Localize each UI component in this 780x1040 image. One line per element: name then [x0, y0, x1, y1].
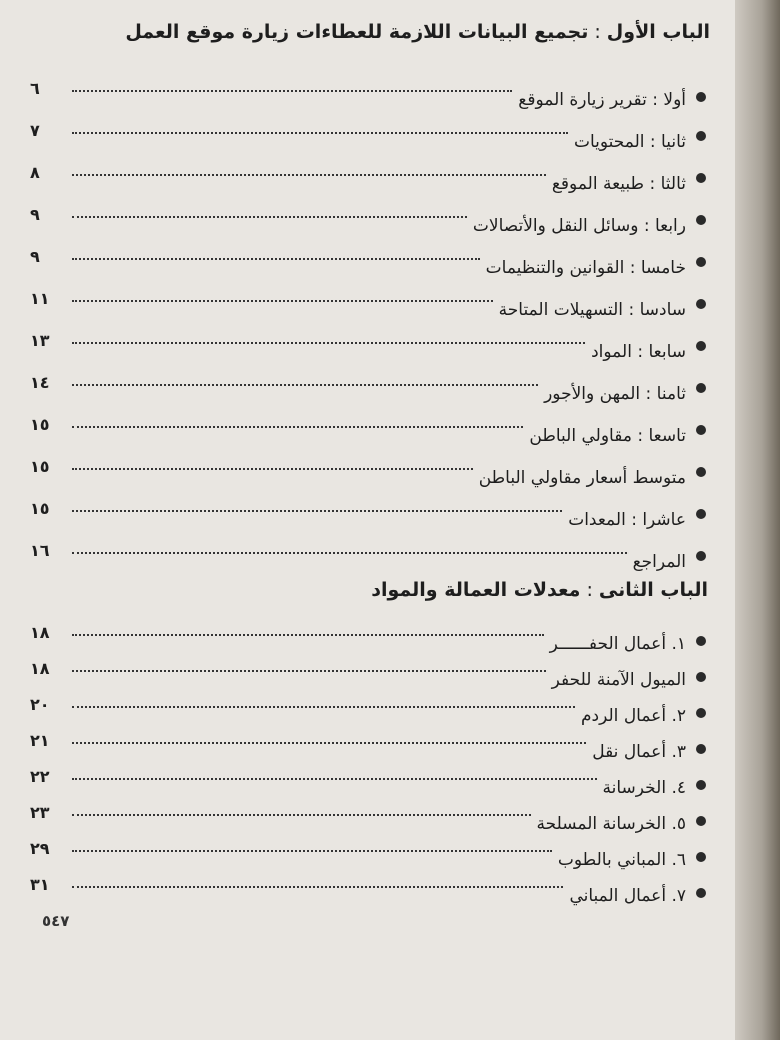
entry-title: أولا : تقرير زيارة الموقع [518, 90, 686, 110]
toc-entry [30, 654, 710, 690]
bullet-icon [696, 92, 706, 102]
bullet-icon [696, 173, 706, 183]
bullet-icon [696, 816, 706, 826]
entry-page-number: ٦ [30, 79, 40, 98]
chapter-title: تجميع البيانات اللازمة للعطاءات زيارة موقع العمل [125, 21, 589, 43]
table-of-contents [30, 18, 710, 906]
dot-leader [72, 215, 467, 218]
entry-page-number: ١٥ [30, 499, 50, 518]
entry-page-number: ١٥ [30, 415, 50, 434]
toc-entry [30, 488, 710, 530]
bullet-icon [696, 744, 706, 754]
bullet-icon [696, 215, 706, 225]
entry-title: ٧. أعمال المباني [569, 886, 686, 906]
bullet-icon [696, 888, 706, 898]
dot-leader [72, 383, 538, 386]
dot-leader [72, 849, 552, 852]
page-footer-number: ٥٤٧ [42, 912, 70, 930]
toc-entry [30, 236, 710, 278]
entry-page-number: ٩ [30, 205, 40, 224]
entry-page-number: ٢١ [30, 731, 50, 750]
entry-title: ثالثا : طبيعة الموقع [551, 174, 686, 194]
entry-title: سادسا : التسهيلات المتاحة [498, 300, 686, 320]
entry-title: المراجع [632, 552, 686, 572]
entry-title: متوسط أسعار مقاولي الباطن [478, 468, 686, 488]
chapter-1-entries [30, 74, 710, 572]
bullet-icon [696, 425, 706, 435]
toc-entry [30, 278, 710, 320]
toc-entry [30, 110, 710, 152]
dot-leader [72, 299, 493, 302]
entry-title: خامسا : القوانين والتنظيمات [485, 258, 686, 278]
toc-entry [30, 762, 710, 798]
entry-page-number: ٢٣ [30, 803, 50, 822]
chapter-heading [30, 576, 710, 618]
bullet-icon [696, 852, 706, 862]
entry-title: رابعا : وسائل النقل والأتصالات [472, 216, 686, 236]
entry-page-number: ١٥ [30, 457, 50, 476]
toc-entry [30, 194, 710, 236]
bullet-icon [696, 509, 706, 519]
toc-entry [30, 404, 710, 446]
chapter-heading [30, 18, 710, 74]
toc-entry [30, 726, 710, 762]
entry-page-number: ١٦ [30, 541, 50, 560]
dot-leader [72, 89, 512, 92]
dot-leader [72, 633, 544, 636]
bullet-icon [696, 299, 706, 309]
entry-title: ١. أعمال الحفــــــر [549, 634, 686, 654]
entry-title: ٦. المباني بالطوب [557, 850, 686, 870]
dot-leader [72, 509, 562, 512]
toc-entry [30, 870, 710, 906]
dot-leader [72, 813, 531, 816]
dot-leader [72, 131, 568, 134]
dot-leader [72, 777, 597, 780]
dot-leader [72, 669, 546, 672]
chapter-label: الباب الأول [606, 21, 710, 43]
bullet-icon [696, 383, 706, 393]
dot-leader [72, 467, 473, 470]
entry-page-number: ١٨ [30, 623, 50, 642]
bullet-icon [696, 131, 706, 141]
chapter-colon: : [594, 21, 601, 43]
bullet-icon [696, 636, 706, 646]
toc-entry [30, 152, 710, 194]
chapter-colon: : [586, 579, 593, 601]
bullet-icon [696, 467, 706, 477]
dot-leader [72, 551, 627, 554]
bullet-icon [696, 708, 706, 718]
entry-title: الميول الآمنة للحفر [551, 670, 686, 690]
entry-page-number: ٧ [30, 121, 40, 140]
chapter-2-entries [30, 618, 710, 906]
dot-leader [72, 341, 585, 344]
entry-title: ٤. الخرسانة [602, 778, 686, 798]
bullet-icon [696, 551, 706, 561]
entry-title: سابعا : المواد [591, 342, 686, 362]
toc-entry [30, 362, 710, 404]
toc-entry [30, 690, 710, 726]
toc-entry [30, 446, 710, 488]
toc-entry [30, 834, 710, 870]
toc-entry [30, 530, 710, 572]
bullet-icon [696, 780, 706, 790]
dot-leader [72, 173, 546, 176]
toc-entry [30, 798, 710, 834]
bullet-icon [696, 257, 706, 267]
entry-page-number: ٢٩ [30, 839, 50, 858]
entry-title: ٣. أعمال نقل [592, 742, 686, 762]
entry-title: ٢. أعمال الردم [581, 706, 686, 726]
entry-page-number: ٨ [30, 163, 40, 182]
dot-leader [72, 741, 586, 744]
entry-page-number: ٩ [30, 247, 40, 266]
entry-title: ٥. الخرسانة المسلحة [536, 814, 686, 834]
entry-page-number: ١١ [30, 289, 50, 308]
entry-page-number: ٢٠ [30, 695, 50, 714]
toc-entry [30, 320, 710, 362]
entry-page-number: ٣١ [30, 875, 50, 894]
entry-page-number: ١٨ [30, 659, 50, 678]
chapter-title: معدلات العمالة والمواد [371, 579, 581, 601]
dot-leader [72, 257, 480, 260]
dot-leader [72, 885, 563, 888]
entry-title: ثانيا : المحتويات [573, 132, 686, 152]
dot-leader [72, 425, 523, 428]
bullet-icon [696, 341, 706, 351]
toc-entry [30, 74, 710, 110]
entry-title: تاسعا : مقاولي الباطن [529, 426, 686, 446]
entry-title: ثامنا : المهن والأجور [544, 384, 686, 404]
dot-leader [72, 705, 575, 708]
bullet-icon [696, 672, 706, 682]
entry-page-number: ١٣ [30, 331, 50, 350]
toc-entry [30, 618, 710, 654]
entry-page-number: ٢٢ [30, 767, 50, 786]
entry-page-number: ١٤ [30, 373, 50, 392]
book-page-edge [735, 0, 780, 1040]
entry-title: عاشرا : المعدات [568, 510, 686, 530]
chapter-label: الباب الثانى [598, 579, 708, 601]
